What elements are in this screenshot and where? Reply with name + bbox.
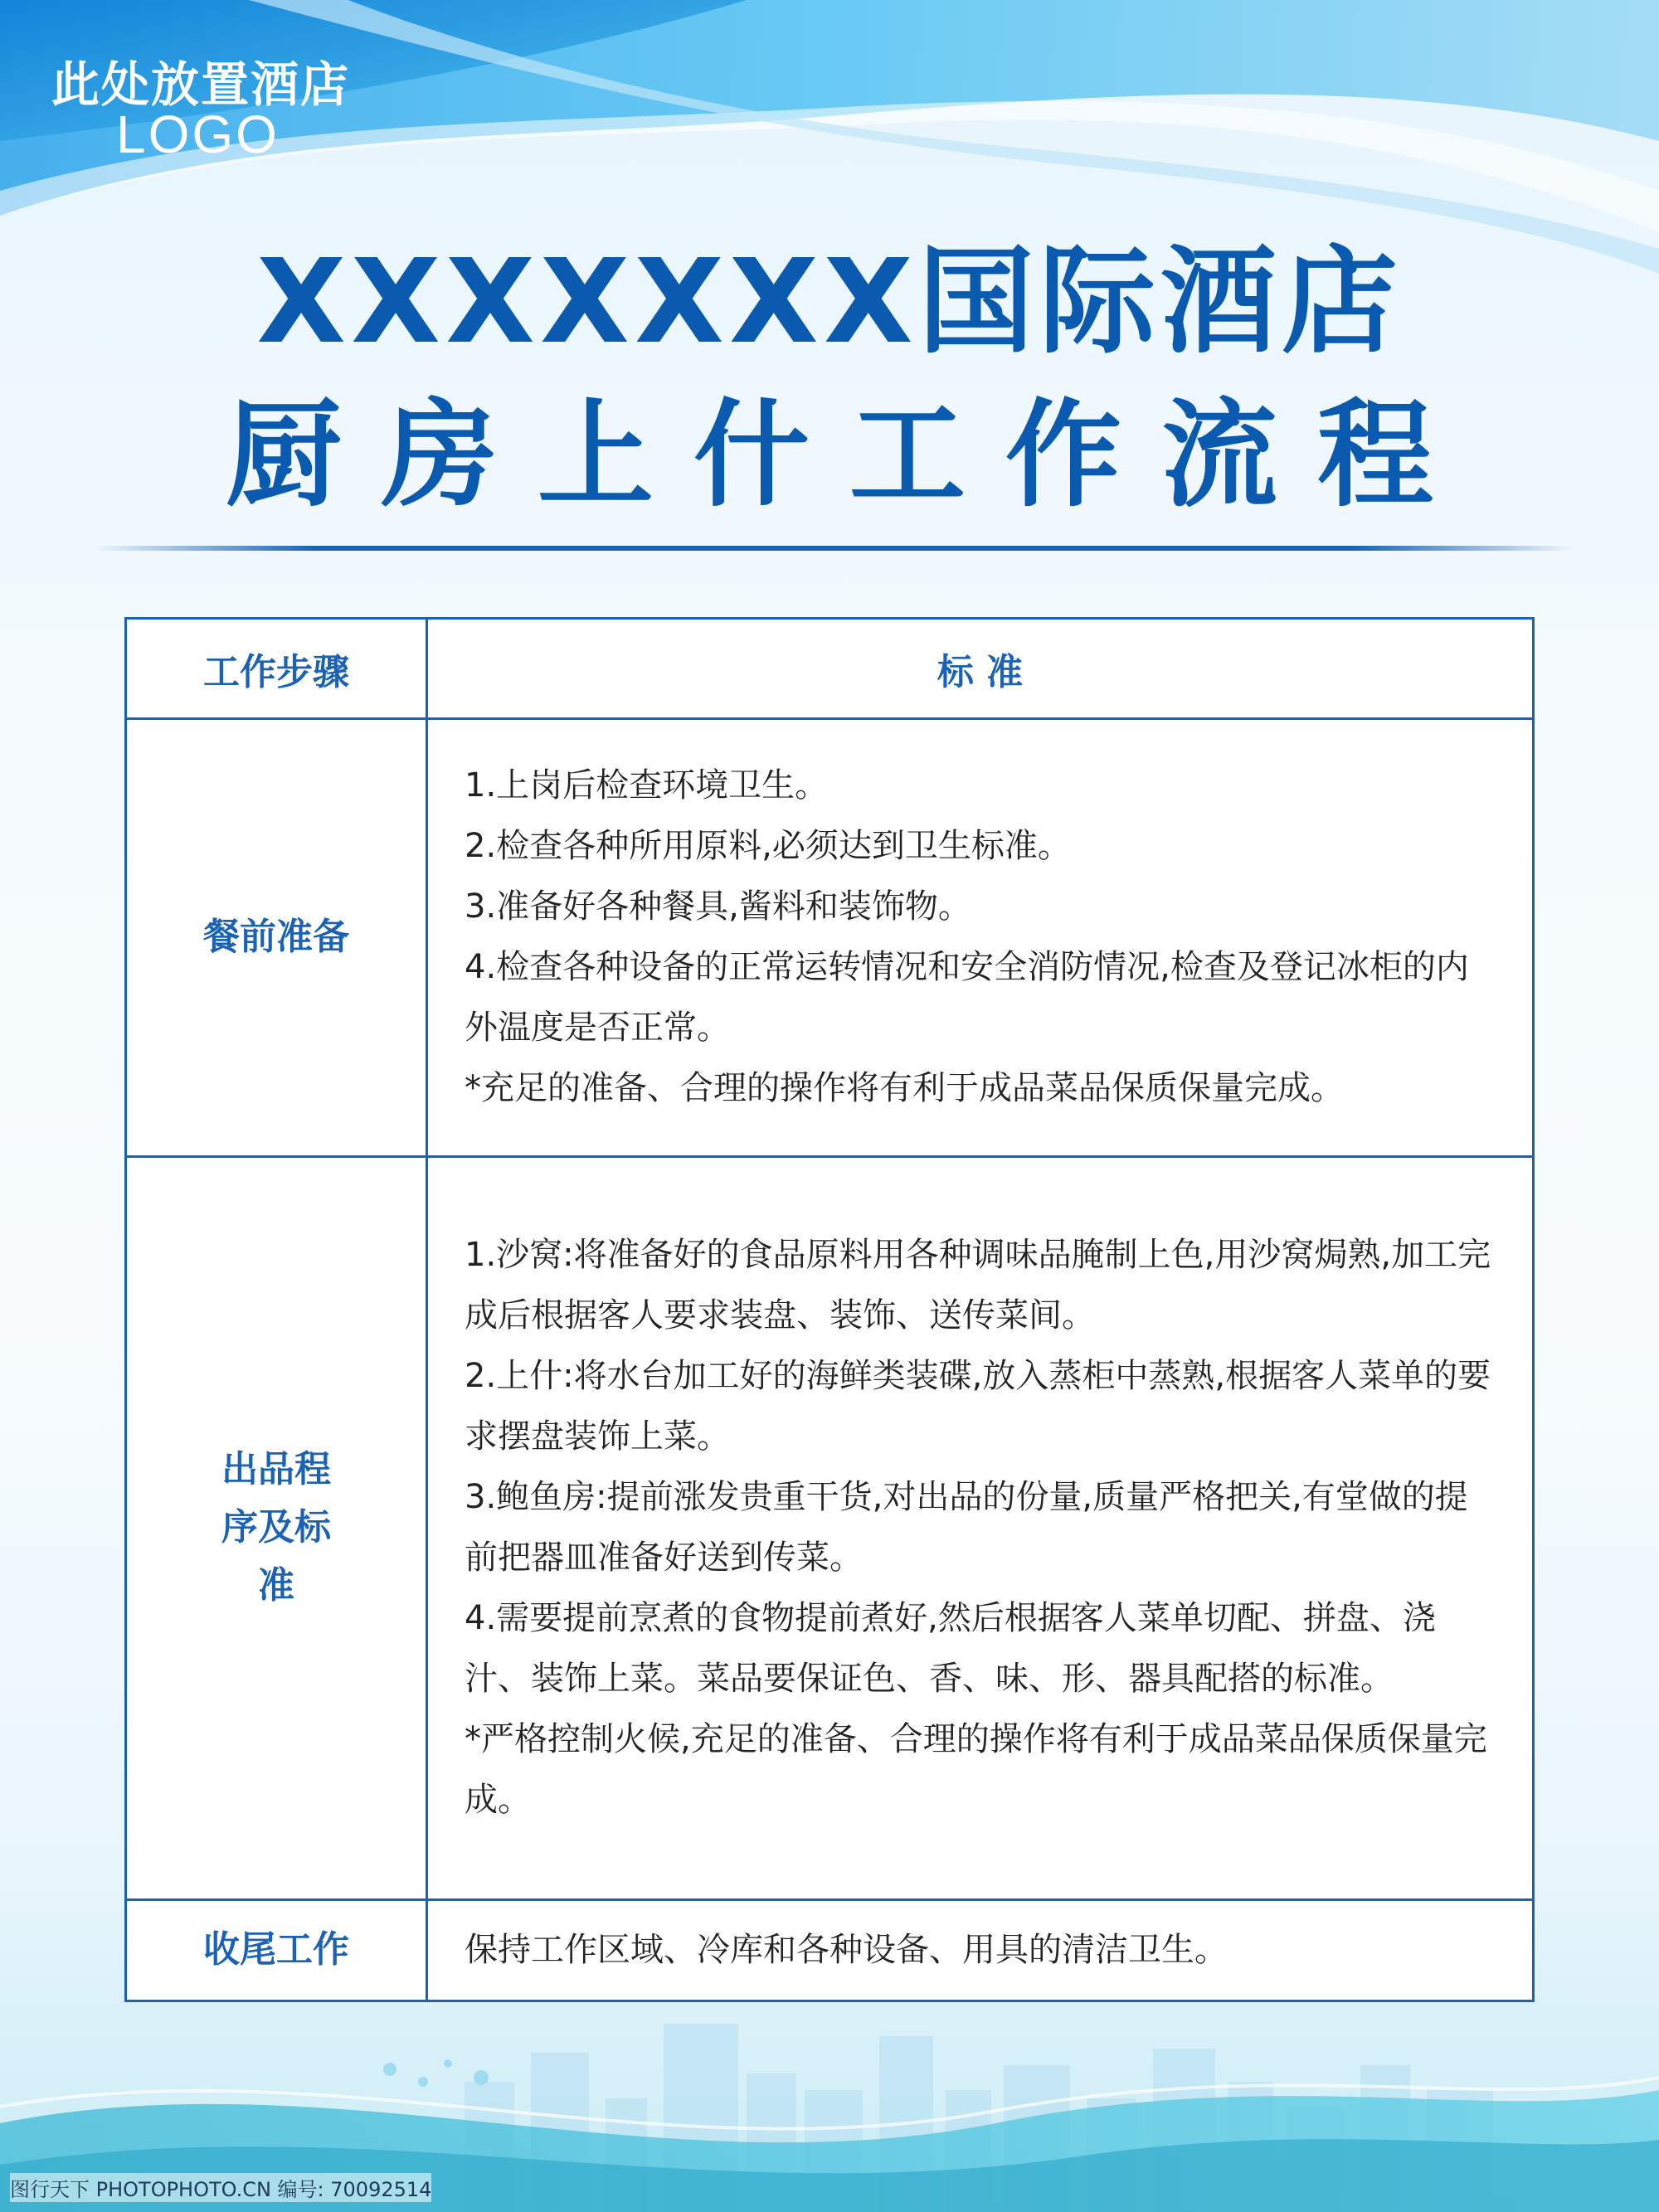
table-row bbox=[127, 1156, 1532, 1899]
standard-line: 1.上岗后检查环境卫生。 bbox=[465, 766, 829, 805]
step-cell: 收尾工作 bbox=[127, 1899, 427, 2000]
table-row bbox=[127, 1899, 1532, 2000]
standard-line: 3.鲍鱼房:提前涨发贵重干货,对出品的份量,质量严格把关,有堂做的提前把器皿准备好送到传菜。 bbox=[465, 1478, 1468, 1577]
standard-line: 4.需要提前烹煮的食物提前煮好,然后根据客人菜单切配、拼盘、浇汁、装饰上菜。菜品要保证色、香、味、形、器具配搭的标准。 bbox=[465, 1599, 1436, 1698]
header-standard: 标 准 bbox=[427, 620, 1533, 718]
standard-line: *严格控制火候,充足的准备、合理的操作将有利于成品菜品保质保量完成。 bbox=[465, 1720, 1487, 1819]
standard-line: *充足的准备、合理的操作将有利于成品菜品保质保量完成。 bbox=[465, 1069, 1344, 1107]
poster-title: XXXXXXX国际酒店 bbox=[256, 235, 1403, 370]
watermark-text: 图行天下 PHOTOPHOTO.CN 编号: 70092514 bbox=[10, 2173, 431, 2202]
poster-subtitle: 厨房上什工作流程 bbox=[225, 388, 1473, 523]
standard-cell bbox=[427, 718, 1533, 1156]
standard-line: 3.准备好各种餐具,酱料和装饰物。 bbox=[465, 887, 971, 926]
logo-text: LOGO bbox=[116, 105, 280, 164]
workflow-table bbox=[124, 617, 1535, 2002]
standard-cell bbox=[427, 1899, 1533, 2000]
logo-placeholder-text: 此处放置酒店 bbox=[51, 56, 351, 113]
step-label: 出品程序及标准 bbox=[221, 1448, 331, 1607]
step-cell: 餐前准备 bbox=[127, 718, 427, 1156]
standard-line: 4.检查各种设备的正常运转情况和安全消防情况,检查及登记冰柜的内外温度是否正常。 bbox=[465, 948, 1469, 1047]
header-step: 工作步骤 bbox=[127, 620, 427, 718]
step-cell bbox=[127, 1156, 427, 1899]
standard-line: 2.检查各种所用原料,必须达到卫生标准。 bbox=[465, 827, 1071, 865]
table-row bbox=[127, 718, 1532, 1156]
standard-line: 保持工作区域、冷库和各种设备、用具的清洁卫生。 bbox=[465, 1930, 1228, 1969]
standard-line: 2.上什:将水台加工好的海鲜类装碟,放入蒸柜中蒸熟,根据客人菜单的要求摆盘装饰上菜。 bbox=[465, 1357, 1491, 1456]
standard-line: 1.沙窝:将准备好的食品原料用各种调味品腌制上色,用沙窝焗熟,加工完成后根据客人要求装盘、装饰、送传菜间。 bbox=[465, 1236, 1491, 1334]
standard-cell bbox=[427, 1156, 1533, 1899]
table-header-row bbox=[127, 620, 1532, 718]
